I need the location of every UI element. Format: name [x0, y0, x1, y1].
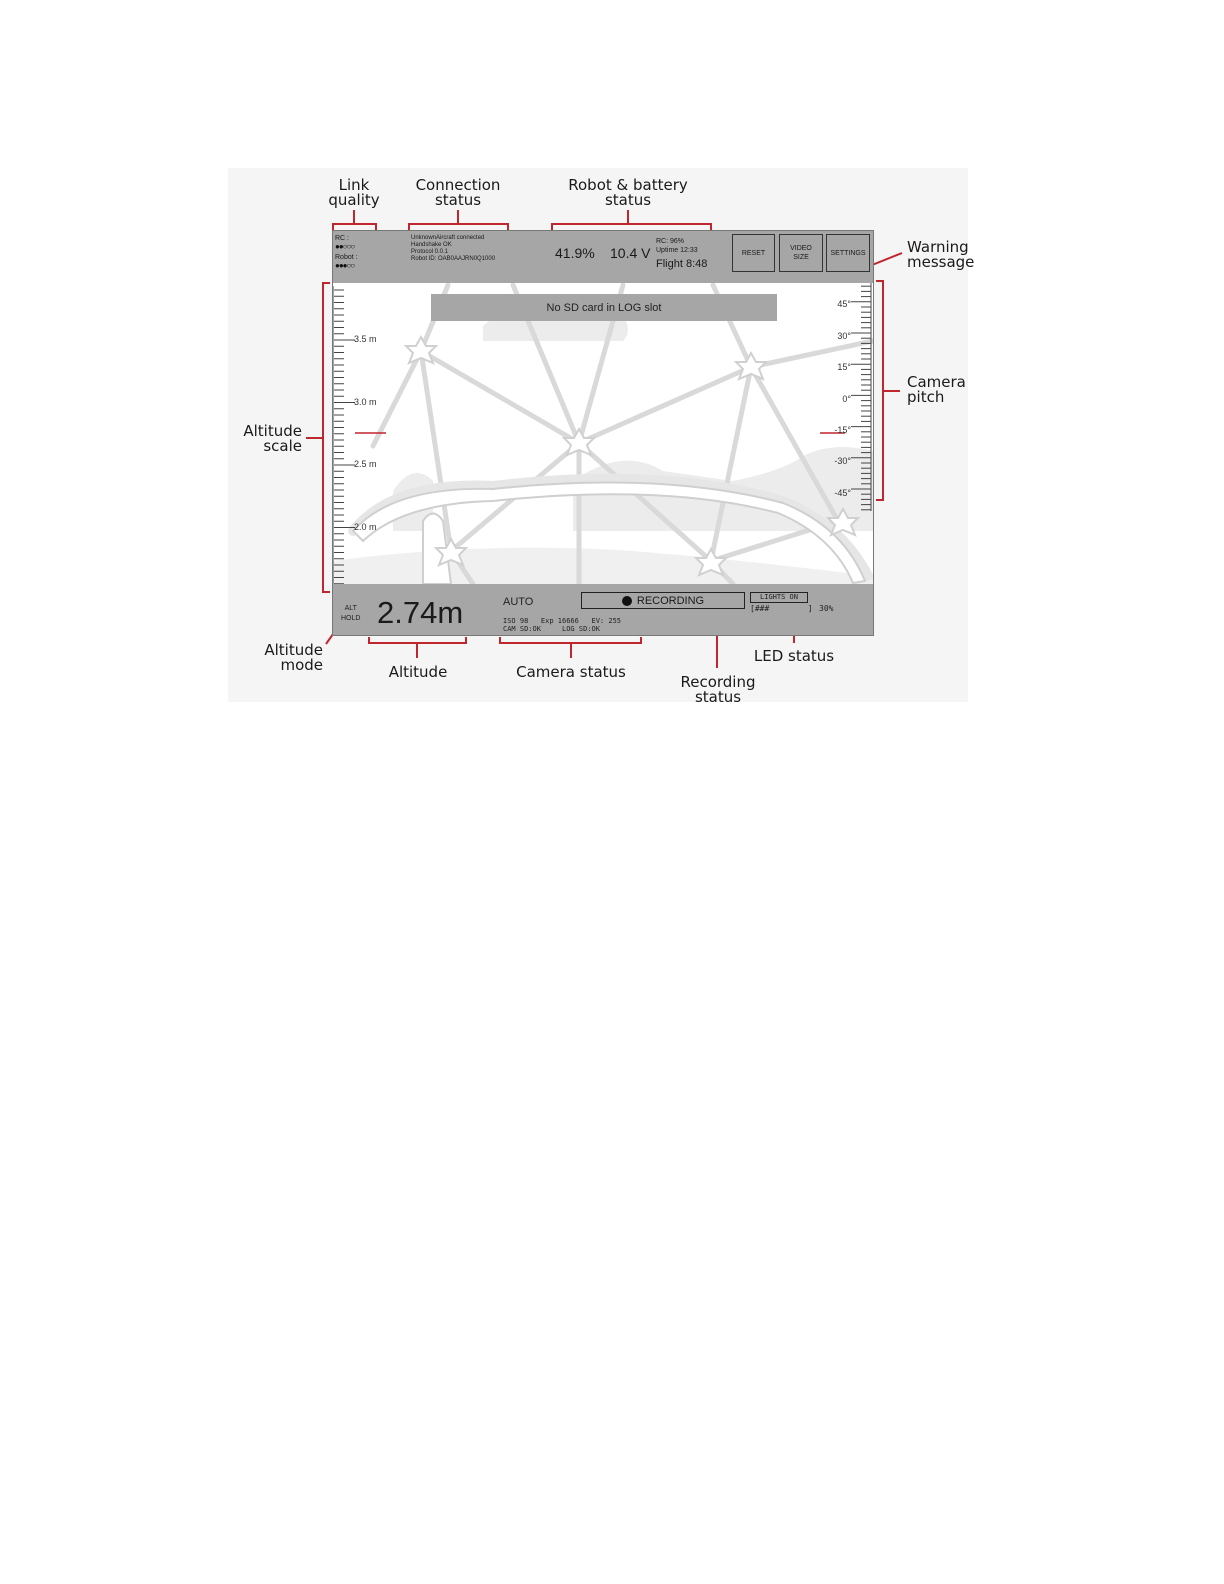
bracket-connection-status: [409, 210, 508, 231]
pitch-tick-label: -15°: [834, 425, 851, 435]
flight-time: Flight 8:48: [656, 258, 708, 270]
altitude-tick-label: 2.0 m: [354, 522, 377, 532]
callout-camera-pitch: Camera pitch: [907, 373, 966, 406]
callout-robot-battery-status: Robot & battery status: [568, 176, 688, 209]
pitch-tick-label: 0°: [842, 394, 851, 404]
callout-camera-status: Camera status: [516, 663, 626, 681]
recording-label: RECORDING: [636, 594, 705, 607]
pitch-tick-label: 30°: [837, 331, 851, 341]
connection-line: UnknownAircraft connected: [411, 235, 485, 241]
rc-link-label: RC :: [335, 235, 349, 242]
altitude-tick-label: 2.5 m: [354, 459, 377, 469]
altitude-tick-label: 3.0 m: [354, 397, 377, 407]
bracket-robot-battery: [552, 210, 711, 231]
callout-warning-message: Warning message: [907, 238, 975, 271]
altitude-tick-label: 3.5 m: [354, 334, 377, 344]
camera-exposure: ISO 98 Exp 16666 EV: 255: [503, 617, 622, 625]
connection-line: Robot ID: OAB0AAJRN0Q1000: [411, 256, 496, 262]
video-size-button[interactable]: VIDEO SIZE: [779, 234, 823, 272]
record-dot-icon: [622, 596, 632, 606]
lights-status[interactable]: LIGHTS ON: [750, 592, 808, 603]
altitude-value: 2.74m: [377, 595, 464, 630]
led-level-bar: [### ]: [750, 604, 813, 613]
callout-altitude-scale: Altitude scale: [243, 422, 302, 455]
altitude-mode: ALT HOLD: [341, 605, 361, 622]
connection-line: Protocol 0.0.1: [411, 249, 449, 255]
callout-altitude-mode: Altitude mode: [264, 641, 323, 674]
connection-line: Handshake OK: [411, 242, 452, 248]
pitch-tick-label: -45°: [834, 488, 851, 498]
callout-altitude: Altitude: [388, 663, 448, 681]
callout-recording-status: Recording status: [680, 673, 756, 706]
camera-mode: AUTO: [503, 596, 534, 608]
rc-link-quality: ●●○○○: [335, 242, 355, 251]
bracket-link-quality: [333, 210, 376, 231]
reset-button[interactable]: RESET: [732, 234, 775, 272]
pitch-tick-label: -30°: [834, 456, 851, 466]
callout-link-quality: Link quality: [328, 176, 380, 209]
top-status-bar: [333, 231, 873, 283]
camera-sd-status: CAM SD:OK LOG SD:OK: [503, 625, 600, 633]
camera-pitch-scale: [333, 231, 873, 635]
recording-status[interactable]: [581, 592, 745, 609]
camera-view-screen: [333, 231, 873, 635]
bracket-altitude-scale: [306, 283, 330, 592]
battery-voltage: 10.4 V: [610, 245, 651, 261]
bracket-camera-pitch: [876, 281, 900, 500]
robot-link-label: Robot :: [335, 254, 358, 261]
pitch-tick-label: 45°: [837, 299, 851, 309]
led-level-percent: 30%: [819, 604, 834, 613]
bracket-camera-status: [500, 637, 641, 658]
callout-led-status: LED status: [753, 647, 835, 665]
battery-percent: 41.9%: [555, 245, 595, 261]
bracket-altitude: [369, 637, 466, 658]
uptime: Uptime 12:33: [656, 247, 698, 254]
pitch-tick-label: 15°: [837, 362, 851, 372]
robot-link-quality: ●●●○○: [335, 261, 355, 270]
warning-message: No SD card in LOG slot: [431, 294, 777, 321]
rc-signal: RC: 96%: [656, 238, 685, 245]
callout-connection-status: Connection status: [415, 176, 501, 209]
settings-button[interactable]: SETTINGS: [826, 234, 870, 272]
